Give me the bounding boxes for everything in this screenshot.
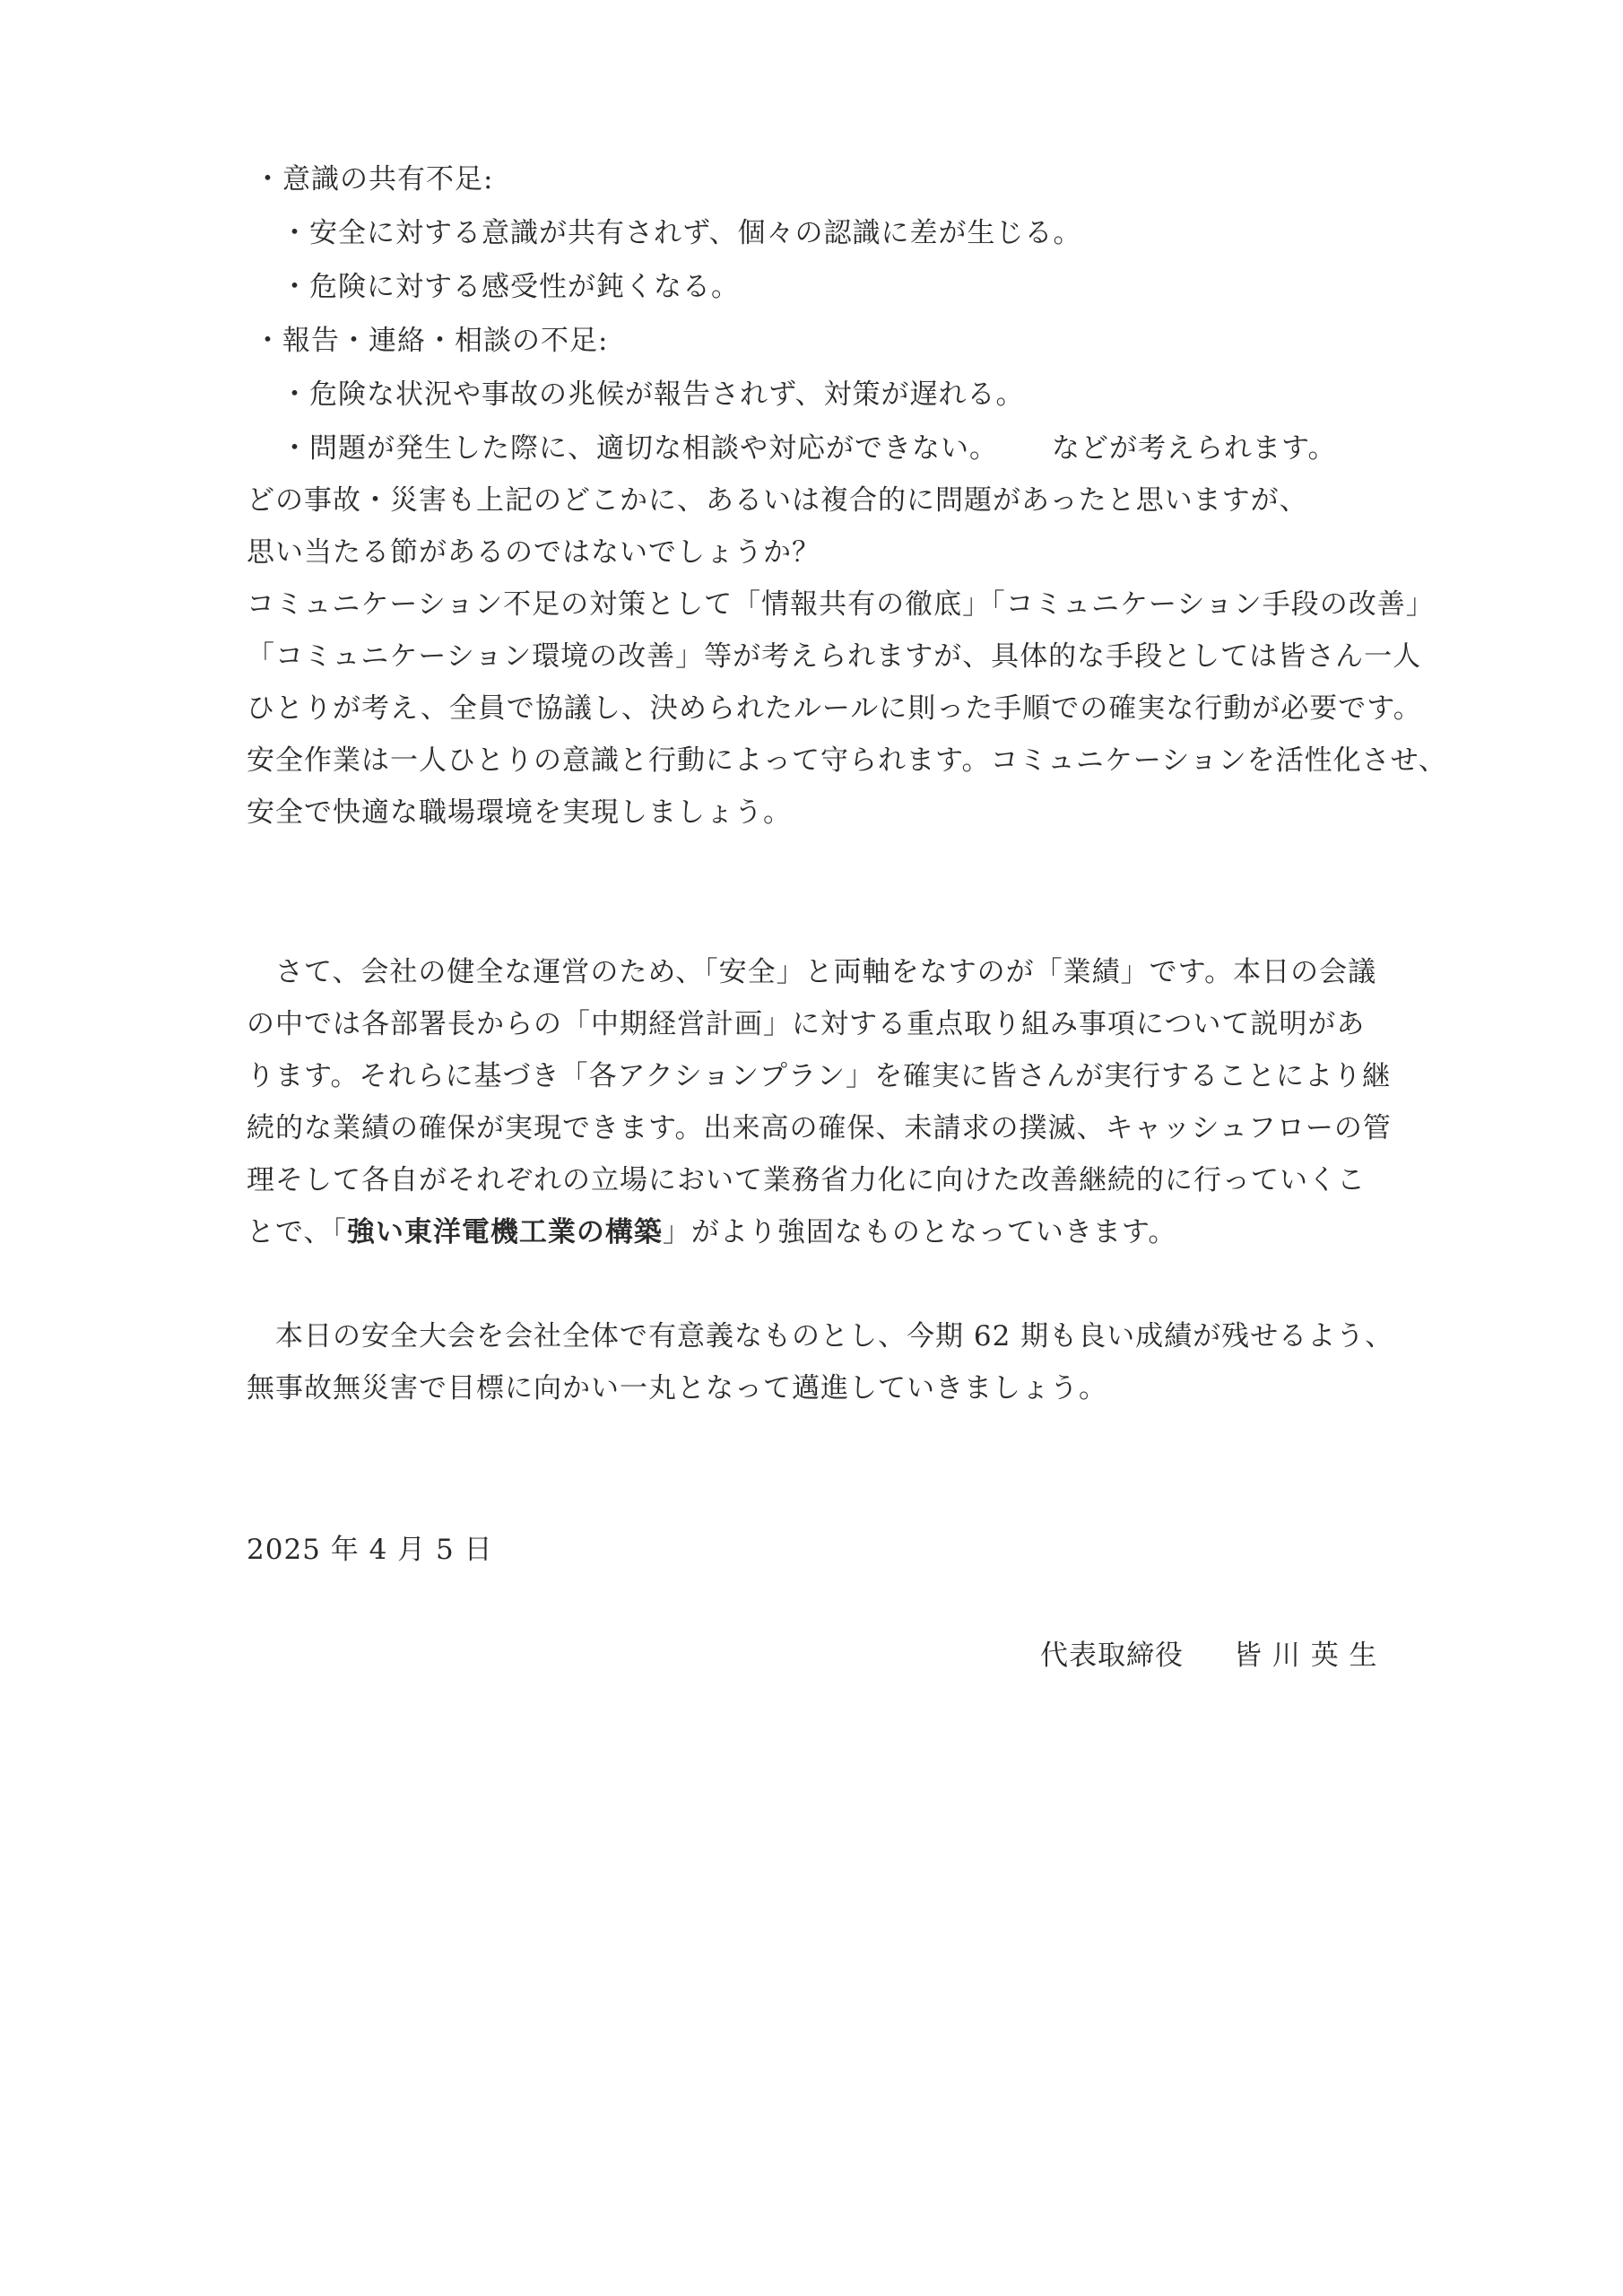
paragraph3-line-2: 無事故無災害で目標に向かい一丸となって邁進していきましょう。 [247, 1372, 1107, 1405]
reporting-item-1: ・危険な状況や事故の兆候が報告されず、対策が遅れる。 [281, 378, 1025, 411]
reporting-item-2 [281, 430, 1337, 466]
signature [1040, 1638, 1378, 1674]
reporting-item-2-text: ・問題が発生した際に、適切な相談や対応ができない。 [281, 432, 998, 465]
paragraph2-line-6 [247, 1214, 1176, 1250]
signature-title: 代表取締役 [1040, 1639, 1184, 1672]
paragraph2-line-4: 続的な業績の確保が実現できます。出来高の確保、未請求の撲滅、キャッシュフローの管 [247, 1112, 1392, 1144]
reporting-heading: ・報告・連絡・相談の不足: [254, 325, 609, 357]
reporting-suffix: などが考えられます。 [1052, 432, 1337, 465]
signature-name: 皆 川 英 生 [1234, 1639, 1378, 1672]
paragraph2-last-prefix: とで、「 [247, 1216, 347, 1248]
paragraph1-line-3: コミュニケーション不足の対策として「情報共有の徹底」「コミュニケーション手段の改善」 [247, 588, 1435, 621]
paragraph1-line-4: 「コミュニケーション環境の改善」等が考えられますが、具体的な手段としては皆さん一人 [247, 640, 1422, 673]
paragraph1-line-7: 安全で快適な職場環境を実現しましょう。 [247, 796, 792, 829]
paragraph3-line-1: 本日の安全大会を会社全体で有意義なものとし、今期 62 期も良い成績が残せるよう、 [247, 1320, 1394, 1352]
document-date: 2025 年 4 月 5 日 [247, 1534, 493, 1566]
paragraph1-line-5: ひとりが考え、全員で協議し、決められたルールに則った手順での確実な行動が必要です。 [247, 692, 1422, 725]
paragraph2-line-1: さて、会社の健全な運営のため、「安全」と両軸をなすのが「業績」です。本日の会議 [247, 956, 1377, 988]
paragraph2-line-2: の中では各部署長からの「中期経営計画」に対する重点取り組み事項について説明があ [247, 1008, 1366, 1040]
paragraph1-line-6: 安全作業は一人ひとりの意識と行動によって守られます。コミュニケーションを活性化させ、 [247, 744, 1447, 777]
awareness-item-2: ・危険に対する感受性が鈍くなる。 [281, 271, 740, 303]
paragraph2-line-5: 理そして各自がそれぞれの立場において業務省力化に向けた改善継続的に行っていくこ [247, 1164, 1366, 1196]
awareness-item-1: ・安全に対する意識が共有されず、個々の認識に差が生じる。 [281, 217, 1082, 249]
paragraph2-last-suffix: 」がより強固なものとなっていきます。 [662, 1216, 1177, 1248]
awareness-heading: ・意識の共有不足: [254, 163, 494, 196]
company-slogan: 強い東洋電機工業の構築 [346, 1216, 663, 1248]
paragraph2-line-3: ります。それらに基づき「各アクションプラン」を確実に皆さんが実行することにより継 [247, 1060, 1391, 1092]
paragraph1-line-2: 思い当たる節があるのではないでしょうか？ [247, 536, 820, 569]
paragraph1-line-1: どの事故・災害も上記のどこかに、あるいは複合的に問題があったと思いますが、 [247, 484, 1308, 517]
